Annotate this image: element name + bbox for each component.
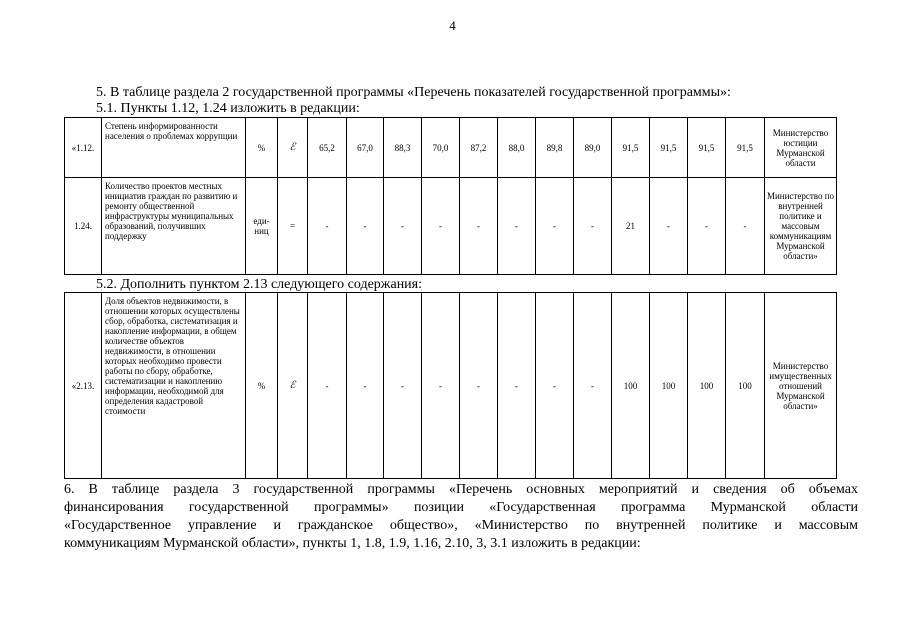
executor-cell: Министерство юстиции Мурманской области <box>765 118 837 178</box>
value-cell: 91,5 <box>688 118 726 178</box>
page-number: 4 <box>449 18 456 33</box>
value-cell: 65,2 <box>308 118 347 178</box>
mark-cell: ℰ <box>278 293 308 479</box>
value-cell: - <box>536 293 574 479</box>
value-cell: - <box>650 178 688 275</box>
value-cell: 67,0 <box>347 118 384 178</box>
value-cell: 91,5 <box>650 118 688 178</box>
value-cell: 89,0 <box>574 118 612 178</box>
section-6-line: коммуникациям Мурманской области», пункты 1, 1.8, 1.9, 1.16, 2.10, 3, 3.1 изложить в редакции: <box>64 536 641 551</box>
value-cell: - <box>536 178 574 275</box>
value-cell: - <box>498 293 536 479</box>
value-cell: - <box>422 178 460 275</box>
executor-cell: Министерство имущественных отношений Мурманской области» <box>765 293 837 479</box>
value-cell: - <box>460 293 498 479</box>
row-number: «2.13. <box>65 293 102 479</box>
value-cell: 91,5 <box>612 118 650 178</box>
value-cell: 100 <box>612 293 650 479</box>
value-cell: 21 <box>612 178 650 275</box>
value-cell: - <box>498 178 536 275</box>
value-cell: 100 <box>726 293 765 479</box>
indicator-name: Количество проектов местных инициатив граждан по развитию и ремонту общественной инфраструктуры муниципальных образований, получивших поддержку <box>102 178 246 275</box>
unit-cell: % <box>246 118 278 178</box>
value-cell: - <box>574 178 612 275</box>
value-cell: 70,0 <box>422 118 460 178</box>
value-cell: 87,2 <box>460 118 498 178</box>
value-cell: - <box>726 178 765 275</box>
mark-cell: ℰ <box>278 118 308 178</box>
value-cell: - <box>308 178 347 275</box>
mark-cell: = <box>278 178 308 275</box>
indicator-name: Доля объектов недвижимости, в отношении которых осуществлены сбор, обработка, систематизация и накопление информации, в общем количестве объектов недвижимости, в отношении которых необходимо провести работы по сбору, обработке, систематизации и накоплению информации, необходимой для определения кадастровой стоимости <box>102 293 246 479</box>
value-cell: 88,3 <box>384 118 422 178</box>
row-number: 1.24. <box>65 178 102 275</box>
indicators-table-1 <box>64 117 837 275</box>
value-cell: - <box>688 178 726 275</box>
section-6-line: «Государственное управление и гражданское общество», «Министерство по внутренней политике и массовым <box>64 518 858 533</box>
value-cell: - <box>460 178 498 275</box>
value-cell: 89,8 <box>536 118 574 178</box>
table-row <box>65 178 837 275</box>
value-cell: - <box>574 293 612 479</box>
value-cell: - <box>347 178 384 275</box>
unit-cell: еди-ниц <box>246 178 278 275</box>
row-number: «1.12. <box>65 118 102 178</box>
value-cell: - <box>347 293 384 479</box>
value-cell: 91,5 <box>726 118 765 178</box>
executor-cell: Министерство по внутренней политике и массовым коммуникациям Мурманской области» <box>765 178 837 275</box>
section-5-heading: 5. В таблице раздела 2 государственной программы «Перечень показателей государственной программы»: <box>96 85 731 100</box>
section-6-line: 6. В таблице раздела 3 государственной программы «Перечень основных мероприятий и сведения об объемах <box>64 482 858 497</box>
value-cell: 88,0 <box>498 118 536 178</box>
value-cell: - <box>308 293 347 479</box>
section-5-1-heading: 5.1. Пункты 1.12, 1.24 изложить в редакции: <box>96 101 360 116</box>
value-cell: 100 <box>688 293 726 479</box>
section-5-2-heading: 5.2. Дополнить пунктом 2.13 следующего содержания: <box>96 277 423 292</box>
indicator-name: Степень информированности населения о проблемах коррупции <box>102 118 246 178</box>
value-cell: - <box>422 293 460 479</box>
value-cell: 100 <box>650 293 688 479</box>
value-cell: - <box>384 293 422 479</box>
indicators-table-2 <box>64 292 837 479</box>
table-row <box>65 293 837 479</box>
section-6-paragraph <box>64 481 858 553</box>
unit-cell: % <box>246 293 278 479</box>
value-cell: - <box>384 178 422 275</box>
section-6-line: финансирования государственной программы» позиции «Государственная программа Мурманской области <box>64 500 858 515</box>
table-row <box>65 118 837 178</box>
